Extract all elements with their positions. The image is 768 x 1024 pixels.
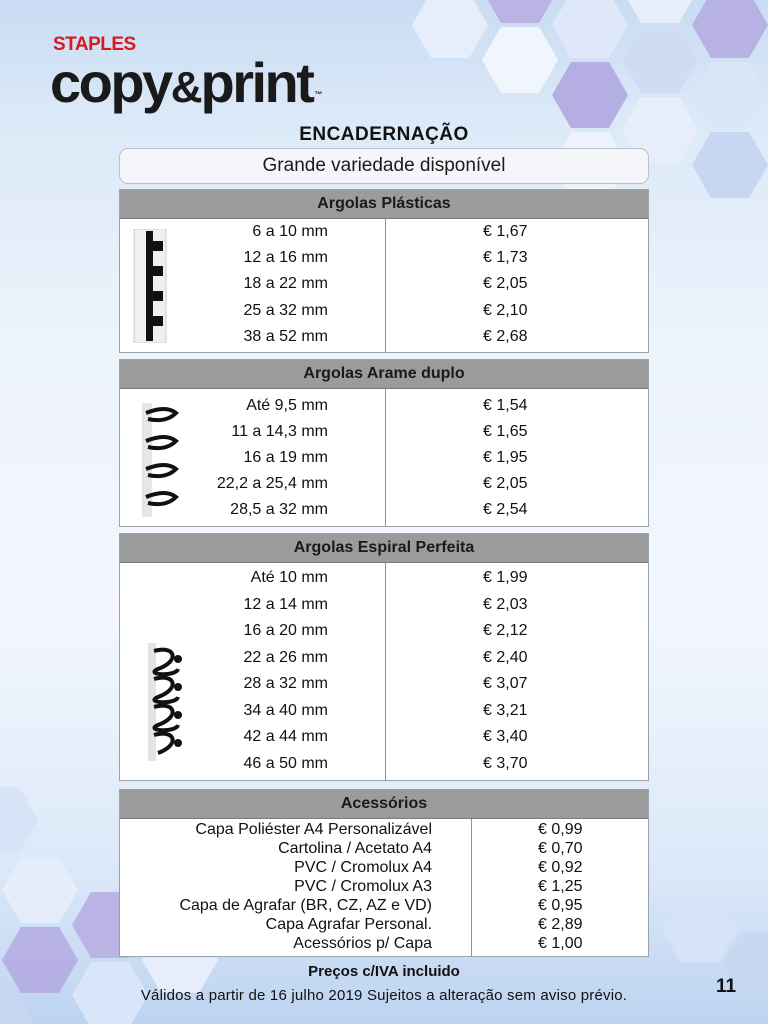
logo-copy-text: copy (50, 51, 171, 114)
price-value: € 3,70 (483, 755, 528, 772)
price-value: € 2,05 (483, 475, 528, 492)
size-label: 25 a 32 mm (243, 302, 328, 319)
price-value: € 2,12 (483, 622, 528, 639)
copy-and-print-logo (50, 51, 322, 120)
price-value: € 3,07 (483, 675, 528, 692)
size-label: 16 a 20 mm (243, 622, 328, 639)
price-value: € 2,10 (483, 302, 528, 319)
section-header: Acessórios (120, 790, 648, 819)
size-label: 12 a 14 mm (243, 596, 328, 613)
column-divider (385, 219, 386, 353)
size-label: 18 a 22 mm (243, 275, 328, 292)
section-acessorios (119, 789, 649, 957)
price-value: € 3,21 (483, 702, 528, 719)
logo-ampersand: & (170, 63, 201, 112)
price-value: € 2,05 (483, 275, 528, 292)
price-value: € 3,40 (483, 728, 528, 745)
size-label: 11 a 14,3 mm (231, 423, 328, 440)
subtitle-text: Grande variedade disponível (262, 155, 506, 176)
plastic-comb-binding-icon (132, 229, 168, 343)
spiral-coil-binding-icon (146, 643, 188, 761)
size-label: 12 a 16 mm (243, 249, 328, 266)
price-value: € 1,65 (483, 423, 528, 440)
price-value: € 1,00 (538, 935, 583, 952)
validity-note: Válidos a partir de 16 julho 2019 Sujeitos a alteração sem aviso prévio. (140, 987, 628, 1004)
column-divider (385, 563, 386, 781)
accessory-label: Capa Poliéster A4 Personalizável (195, 821, 432, 838)
size-label: 28,5 a 32 mm (230, 501, 328, 518)
section-header: Argolas Espiral Perfeita (120, 534, 648, 563)
accessory-label: Capa de Agrafar (BR, CZ, AZ e VD) (179, 897, 432, 914)
price-value: € 0,99 (538, 821, 583, 838)
section-argolas-espiral-perfeita (119, 533, 649, 781)
section-argolas-arame-duplo (119, 359, 649, 527)
size-label: Até 10 mm (250, 569, 328, 586)
column-divider (385, 389, 386, 527)
price-value: € 2,68 (483, 328, 528, 345)
section-header: Argolas Plásticas (120, 190, 648, 219)
page-number: 11 (716, 976, 737, 997)
accessory-label: Cartolina / Acetato A4 (278, 840, 432, 857)
price-value: € 1,54 (483, 397, 528, 414)
size-label: 6 a 10 mm (252, 223, 328, 240)
price-value: € 1,99 (483, 569, 528, 586)
size-label: 38 a 52 mm (243, 328, 328, 345)
staples-logo: STAPLES (53, 34, 136, 55)
accessory-label: Acessórios p/ Capa (293, 935, 432, 952)
accessory-label: Capa Agrafar Personal. (265, 916, 432, 933)
section-argolas-plasticas (119, 189, 649, 353)
size-label: 22 a 26 mm (243, 649, 328, 666)
section-header: Argolas Arame duplo (120, 360, 648, 389)
price-value: € 1,25 (538, 878, 583, 895)
accessory-label: PVC / Cromolux A4 (294, 859, 432, 876)
size-label: 22,2 a 25,4 mm (216, 475, 328, 492)
price-value: € 1,73 (483, 249, 528, 266)
accessory-label: PVC / Cromolux A3 (294, 878, 432, 895)
size-label: 34 a 40 mm (243, 702, 328, 719)
prices-vat-note: Preços c/IVA incluido (308, 963, 460, 980)
price-value: € 1,67 (483, 223, 528, 240)
price-value: € 2,89 (538, 916, 583, 933)
trademark-mark: ™ (314, 90, 323, 99)
price-value: € 0,95 (538, 897, 583, 914)
price-value: € 0,92 (538, 859, 583, 876)
column-divider (471, 819, 472, 957)
size-label: 16 a 19 mm (243, 449, 328, 466)
price-value: € 2,40 (483, 649, 528, 666)
price-value: € 2,54 (483, 501, 528, 518)
size-label: 42 a 44 mm (243, 728, 328, 745)
wire-binding-icon (140, 403, 184, 517)
subtitle-banner (119, 148, 649, 184)
logo-print-text: print (200, 51, 313, 114)
page-title: ENCADERNAÇÃO (299, 124, 469, 145)
price-value: € 2,03 (483, 596, 528, 613)
price-value: € 0,70 (538, 840, 583, 857)
size-label: 46 a 50 mm (243, 755, 328, 772)
size-label: 28 a 32 mm (243, 675, 328, 692)
size-label: Até 9,5 mm (246, 397, 328, 414)
price-value: € 1,95 (483, 449, 528, 466)
